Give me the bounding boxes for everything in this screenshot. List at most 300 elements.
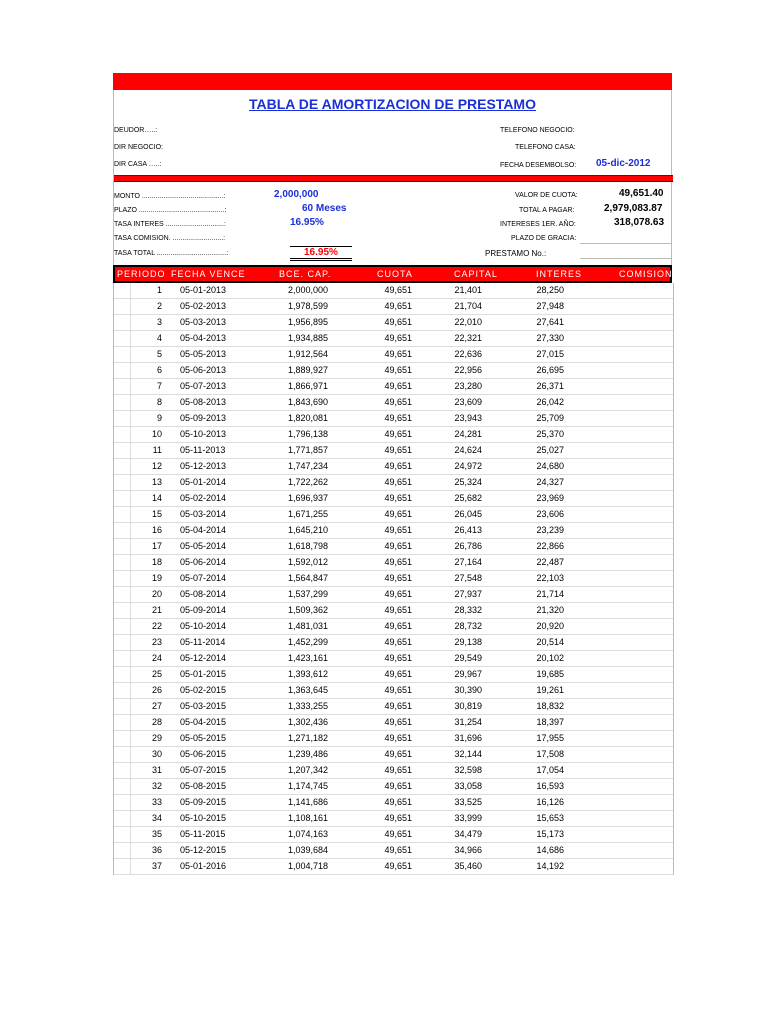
- col-capital: CAPITAL: [454, 269, 498, 279]
- table-cell: 05-12-2013: [180, 461, 227, 471]
- table-cell: 05-10-2014: [180, 621, 227, 631]
- table-cell: 15,173: [536, 829, 564, 839]
- table-cell: 30,819: [454, 701, 482, 711]
- table-cell: 27,948: [536, 301, 564, 311]
- table-cell: 21,401: [454, 285, 482, 295]
- table-cell: 1,509,362: [287, 605, 328, 615]
- col-comision: COMISION: [619, 269, 673, 279]
- table-cell: 4: [156, 333, 162, 343]
- table-cell: 49,651: [384, 637, 412, 647]
- table-cell: 05-09-2013: [180, 413, 227, 423]
- table-cell: 1,771,857: [287, 445, 328, 455]
- table-row: [114, 603, 673, 619]
- table-cell: 1,302,436: [287, 717, 328, 727]
- tasa-interes-value: 16.95%: [290, 217, 324, 228]
- table-cell: 1,645,210: [287, 525, 328, 535]
- table-cell: 16,126: [536, 797, 564, 807]
- table-cell: 20: [151, 589, 162, 599]
- table-cell: 49,651: [384, 525, 412, 535]
- table-cell: 1: [156, 285, 162, 295]
- table-cell: 24,624: [454, 445, 482, 455]
- tasa-interes-label: TASA INTERES ..............................:: [114, 221, 226, 228]
- table-cell: 26: [151, 685, 162, 695]
- table-cell: 24,327: [536, 477, 564, 487]
- col-bce-cap: BCE. CAP.: [279, 269, 332, 279]
- table-row: [114, 619, 673, 635]
- table-cell: 27: [151, 701, 162, 711]
- table-cell: 05-11-2013: [180, 445, 226, 455]
- table-cell: 37: [151, 861, 162, 871]
- table-cell: 49,651: [384, 589, 412, 599]
- table-row: [114, 699, 673, 715]
- table-cell: 49,651: [384, 781, 412, 791]
- table-cell: 1,564,847: [287, 573, 328, 583]
- intereses-value: 318,078.63: [614, 217, 665, 228]
- table-cell: 2,000,000: [287, 285, 328, 295]
- plazo-label: PLAZO ............................................:: [114, 207, 227, 214]
- table-row: [114, 667, 673, 683]
- table-cell: 05-01-2014: [180, 477, 227, 487]
- table-cell: 1,271,182: [287, 733, 328, 743]
- table-row: [114, 299, 673, 315]
- table-cell: 1,820,081: [287, 413, 328, 423]
- table-cell: 05-05-2015: [180, 733, 227, 743]
- table-cell: 05-03-2015: [180, 701, 227, 711]
- table-cell: 49,651: [384, 797, 412, 807]
- table-cell: 16,593: [536, 781, 564, 791]
- table-row: [114, 283, 673, 299]
- table-cell: 1,481,031: [287, 621, 328, 631]
- table-cell: 1,207,342: [287, 765, 328, 775]
- table-cell: 17,955: [536, 733, 564, 743]
- table-cell: 26,371: [536, 381, 564, 391]
- table-cell: 49,651: [384, 429, 412, 439]
- table-cell: 6: [156, 365, 162, 375]
- table-cell: 05-12-2014: [180, 653, 227, 663]
- table-cell: 05-08-2015: [180, 781, 227, 791]
- intereses-label: INTERESES 1ER. AÑO:: [500, 221, 576, 228]
- table-cell: 1,696,937: [287, 493, 328, 503]
- table-cell: 20,102: [536, 653, 564, 663]
- table-cell: 22,103: [536, 573, 564, 583]
- table-cell: 27,548: [454, 573, 482, 583]
- amortization-table: [113, 283, 674, 875]
- table-cell: 29,549: [454, 653, 482, 663]
- table-cell: 21: [151, 605, 162, 615]
- dir-casa-label: DIR CASA …..:: [114, 161, 162, 168]
- table-cell: 10: [151, 429, 162, 439]
- table-cell: 23,609: [454, 397, 482, 407]
- table-cell: 25,682: [454, 493, 482, 503]
- table-cell: 29,967: [454, 669, 482, 679]
- table-cell: 35,460: [454, 861, 482, 871]
- tasa-total-row: [113, 245, 672, 265]
- table-cell: 1,452,299: [287, 637, 328, 647]
- table-cell: 05-12-2015: [180, 845, 227, 855]
- info-section: [113, 118, 672, 245]
- table-cell: 1,843,690: [287, 397, 328, 407]
- table-cell: 34: [151, 813, 162, 823]
- table-cell: 24,972: [454, 461, 482, 471]
- table-cell: 49,651: [384, 445, 412, 455]
- table-cell: 1,889,927: [287, 365, 328, 375]
- table-row: [114, 683, 673, 699]
- plazo-value: 60 Meses: [302, 203, 347, 214]
- table-cell: 05-06-2015: [180, 749, 227, 759]
- table-cell: 05-11-2015: [180, 829, 226, 839]
- table-cell: 05-10-2013: [180, 429, 227, 439]
- table-cell: 25,324: [454, 477, 482, 487]
- table-cell: 24,281: [454, 429, 482, 439]
- table-cell: 49,651: [384, 861, 412, 871]
- table-cell: 49,651: [384, 301, 412, 311]
- table-cell: 26,413: [454, 525, 482, 535]
- table-cell: 27,164: [454, 557, 482, 567]
- table-row: [114, 475, 673, 491]
- table-cell: 26,786: [454, 541, 482, 551]
- table-cell: 27,330: [536, 333, 564, 343]
- table-cell: 33,525: [454, 797, 482, 807]
- table-row: [114, 315, 673, 331]
- table-cell: 1,671,255: [287, 509, 328, 519]
- table-row: [114, 427, 673, 443]
- total-pagar-label: TOTAL A PAGAR:: [519, 207, 575, 214]
- table-row: [114, 539, 673, 555]
- plazo-gracia-label: PLAZO DE GRACIA:: [511, 235, 577, 242]
- table-cell: 49,651: [384, 557, 412, 567]
- fecha-desembolso-value: 05-dic-2012: [596, 158, 651, 169]
- table-cell: 49,651: [384, 733, 412, 743]
- table-cell: 5: [156, 349, 162, 359]
- table-cell: 49,651: [384, 413, 412, 423]
- table-cell: 26,042: [536, 397, 564, 407]
- table-cell: 19,685: [536, 669, 564, 679]
- table-cell: 23,239: [536, 525, 564, 535]
- table-cell: 1,978,599: [287, 301, 328, 311]
- table-cell: 23,969: [536, 493, 564, 503]
- prestamo-field: [580, 246, 672, 259]
- table-row: [114, 443, 673, 459]
- table-row: [114, 507, 673, 523]
- table-cell: 1,039,684: [287, 845, 328, 855]
- deudor-label: DEUDOR…..:: [114, 127, 158, 134]
- table-cell: 22: [151, 621, 162, 631]
- table-cell: 27,937: [454, 589, 482, 599]
- table-cell: 49,651: [384, 493, 412, 503]
- table-cell: 05-05-2014: [180, 541, 227, 551]
- table-cell: 22,636: [454, 349, 482, 359]
- table-cell: 1,747,234: [287, 461, 328, 471]
- table-row: [114, 859, 673, 875]
- table-cell: 24: [151, 653, 162, 663]
- table-header: [113, 265, 672, 283]
- table-cell: 49,651: [384, 381, 412, 391]
- table-cell: 49,651: [384, 749, 412, 759]
- table-cell: 1,423,161: [287, 653, 328, 663]
- monto-label: MONTO ..........................................:: [114, 193, 226, 200]
- table-cell: 8: [156, 397, 162, 407]
- table-cell: 49,651: [384, 669, 412, 679]
- table-cell: 1,174,745: [287, 781, 328, 791]
- table-cell: 05-06-2014: [180, 557, 227, 567]
- table-cell: 1,239,486: [287, 749, 328, 759]
- table-cell: 33,058: [454, 781, 482, 791]
- table-cell: 1,141,686: [287, 797, 328, 807]
- table-cell: 49,651: [384, 829, 412, 839]
- table-cell: 49,651: [384, 573, 412, 583]
- table-cell: 05-05-2013: [180, 349, 227, 359]
- table-row: [114, 379, 673, 395]
- table-cell: 13: [151, 477, 162, 487]
- table-cell: 28,732: [454, 621, 482, 631]
- table-cell: 3: [156, 317, 162, 327]
- table-cell: 30,390: [454, 685, 482, 695]
- table-cell: 05-01-2013: [180, 285, 227, 295]
- table-cell: 05-02-2015: [180, 685, 227, 695]
- telefono-casa-label: TELEFONO CASA:: [515, 144, 576, 151]
- table-cell: 49,651: [384, 717, 412, 727]
- table-cell: 34,479: [454, 829, 482, 839]
- table-cell: 22,866: [536, 541, 564, 551]
- table-cell: 16: [151, 525, 162, 535]
- table-cell: 49,651: [384, 509, 412, 519]
- table-row: [114, 587, 673, 603]
- fecha-desembolso-label: FECHA DESEMBOLSO:: [500, 162, 577, 169]
- col-cuota: CUOTA: [377, 269, 413, 279]
- table-row: [114, 635, 673, 651]
- table-cell: 27,641: [536, 317, 564, 327]
- table-row: [114, 571, 673, 587]
- table-cell: 49,651: [384, 621, 412, 631]
- tasa-comision-label: TASA COMISION. ..........................:: [114, 235, 226, 242]
- dir-negocio-label: DIR NEGOCIO:: [114, 144, 164, 151]
- table-cell: 1,866,971: [287, 381, 328, 391]
- table-row: [114, 395, 673, 411]
- tasa-total-label: TASA TOTAL ....................................:: [114, 250, 229, 257]
- table-cell: 22,487: [536, 557, 564, 567]
- table-cell: 49,651: [384, 701, 412, 711]
- table-cell: 1,912,564: [287, 349, 328, 359]
- table-cell: 28: [151, 717, 162, 727]
- table-row: [114, 651, 673, 667]
- table-cell: 49,651: [384, 349, 412, 359]
- loan-sheet: [113, 73, 672, 265]
- table-cell: 23: [151, 637, 162, 647]
- col-interes: INTERES: [536, 269, 583, 279]
- table-cell: 49,651: [384, 333, 412, 343]
- table-cell: 1,592,012: [287, 557, 328, 567]
- table-cell: 19: [151, 573, 162, 583]
- table-cell: 14,686: [536, 845, 564, 855]
- table-row: [114, 411, 673, 427]
- table-cell: 30: [151, 749, 162, 759]
- table-cell: 05-08-2013: [180, 397, 227, 407]
- table-row: [114, 331, 673, 347]
- table-cell: 49,651: [384, 605, 412, 615]
- table-cell: 49,651: [384, 685, 412, 695]
- table-cell: 49,651: [384, 317, 412, 327]
- valor-cuota-value: 49,651.40: [619, 188, 664, 199]
- table-cell: 21,704: [454, 301, 482, 311]
- table-cell: 18,832: [536, 701, 564, 711]
- table-cell: 05-11-2014: [180, 637, 226, 647]
- table-cell: 49,651: [384, 397, 412, 407]
- table-cell: 05-03-2014: [180, 509, 227, 519]
- table-cell: 34,966: [454, 845, 482, 855]
- table-row: [114, 715, 673, 731]
- table-row: [114, 795, 673, 811]
- table-cell: 25,370: [536, 429, 564, 439]
- table-row: [114, 811, 673, 827]
- table-cell: 1,333,255: [287, 701, 328, 711]
- table-cell: 05-07-2014: [180, 573, 227, 583]
- table-cell: 26,045: [454, 509, 482, 519]
- table-cell: 49,651: [384, 461, 412, 471]
- table-cell: 7: [156, 381, 162, 391]
- table-cell: 49,651: [384, 477, 412, 487]
- monto-value: 2,000,000: [274, 189, 319, 200]
- table-cell: 1,722,262: [287, 477, 328, 487]
- table-row: [114, 523, 673, 539]
- table-cell: 05-10-2015: [180, 813, 227, 823]
- table-cell: 49,651: [384, 845, 412, 855]
- table-cell: 15,653: [536, 813, 564, 823]
- table-row: [114, 459, 673, 475]
- table-cell: 22,321: [454, 333, 482, 343]
- table-row: [114, 491, 673, 507]
- table-cell: 25,709: [536, 413, 564, 423]
- table-cell: 31: [151, 765, 162, 775]
- table-cell: 14,192: [536, 861, 564, 871]
- table-cell: 32,598: [454, 765, 482, 775]
- table-cell: 36: [151, 845, 162, 855]
- table-row: [114, 363, 673, 379]
- table-cell: 05-01-2015: [180, 669, 227, 679]
- table-cell: 49,651: [384, 653, 412, 663]
- table-cell: 49,651: [384, 541, 412, 551]
- table-cell: 1,004,718: [287, 861, 328, 871]
- table-cell: 1,537,299: [287, 589, 328, 599]
- tasa-total-value: 16.95%: [290, 246, 352, 261]
- table-cell: 1,108,161: [287, 813, 328, 823]
- table-row: [114, 347, 673, 363]
- table-cell: 05-07-2013: [180, 381, 227, 391]
- table-cell: 23,943: [454, 413, 482, 423]
- table-cell: 26,695: [536, 365, 564, 375]
- plazo-gracia-field: [580, 231, 672, 244]
- table-cell: 21,320: [536, 605, 564, 615]
- prestamo-label: PRESTAMO No.:: [485, 249, 547, 258]
- table-cell: 49,651: [384, 813, 412, 823]
- telefono-negocio-label: TELEFONO NEGOCIO:: [500, 127, 575, 134]
- table-cell: 1,796,138: [287, 429, 328, 439]
- table-row: [114, 731, 673, 747]
- valor-cuota-label: VALOR DE CUOTA:: [515, 192, 578, 199]
- table-cell: 23,606: [536, 509, 564, 519]
- table-cell: 29: [151, 733, 162, 743]
- table-cell: 18: [151, 557, 162, 567]
- table-cell: 05-09-2015: [180, 797, 227, 807]
- table-cell: 20,920: [536, 621, 564, 631]
- table-cell: 05-02-2013: [180, 301, 227, 311]
- table-cell: 49,651: [384, 365, 412, 375]
- table-cell: 32,144: [454, 749, 482, 759]
- col-fecha-vence: FECHA VENCE: [171, 269, 246, 279]
- table-cell: 14: [151, 493, 162, 503]
- table-row: [114, 763, 673, 779]
- table-cell: 49,651: [384, 765, 412, 775]
- table-cell: 05-08-2014: [180, 589, 227, 599]
- table-cell: 18,397: [536, 717, 564, 727]
- table-cell: 49,651: [384, 285, 412, 295]
- table-row: [114, 747, 673, 763]
- table-cell: 9: [156, 413, 162, 423]
- table-cell: 05-04-2013: [180, 333, 227, 343]
- table-cell: 1,074,163: [287, 829, 328, 839]
- table-cell: 23,280: [454, 381, 482, 391]
- table-cell: 1,618,798: [287, 541, 328, 551]
- table-cell: 28,250: [536, 285, 564, 295]
- col-periodo: PERIODO: [117, 269, 166, 279]
- table-cell: 05-01-2016: [180, 861, 227, 871]
- table-cell: 17,054: [536, 765, 564, 775]
- table-cell: 29,138: [454, 637, 482, 647]
- table-cell: 33: [151, 797, 162, 807]
- table-cell: 24,680: [536, 461, 564, 471]
- table-cell: 05-07-2015: [180, 765, 227, 775]
- table-cell: 22,956: [454, 365, 482, 375]
- table-cell: 27,015: [536, 349, 564, 359]
- table-cell: 12: [151, 461, 162, 471]
- table-cell: 05-03-2013: [180, 317, 227, 327]
- table-cell: 20,514: [536, 637, 564, 647]
- table-cell: 15: [151, 509, 162, 519]
- table-cell: 17: [151, 541, 162, 551]
- table-cell: 05-04-2014: [180, 525, 227, 535]
- table-cell: 32: [151, 781, 162, 791]
- table-cell: 05-02-2014: [180, 493, 227, 503]
- table-cell: 25: [151, 669, 162, 679]
- divider-red-bar: [114, 175, 673, 182]
- table-cell: 1,934,885: [287, 333, 328, 343]
- table-cell: 19,261: [536, 685, 564, 695]
- table-cell: 17,508: [536, 749, 564, 759]
- table-row: [114, 827, 673, 843]
- table-row: [114, 843, 673, 859]
- table-row: [114, 555, 673, 571]
- table-cell: 2: [156, 301, 162, 311]
- table-cell: 21,714: [536, 589, 564, 599]
- table-cell: 31,254: [454, 717, 482, 727]
- table-cell: 1,393,612: [287, 669, 328, 679]
- table-cell: 05-09-2014: [180, 605, 227, 615]
- table-cell: 28,332: [454, 605, 482, 615]
- table-cell: 11: [152, 445, 162, 455]
- table-cell: 25,027: [536, 445, 564, 455]
- top-red-bar: [113, 73, 672, 90]
- table-cell: 33,999: [454, 813, 482, 823]
- total-pagar-value: 2,979,083.87: [604, 203, 663, 214]
- table-cell: 31,696: [454, 733, 482, 743]
- table-cell: 35: [151, 829, 162, 839]
- table-cell: 22,010: [454, 317, 482, 327]
- table-cell: 1,363,645: [287, 685, 328, 695]
- table-row: [114, 779, 673, 795]
- page-title: TABLA DE AMORTIZACION DE PRESTAMO: [113, 90, 672, 118]
- table-cell: 05-04-2015: [180, 717, 227, 727]
- table-cell: 1,956,895: [287, 317, 328, 327]
- table-cell: 05-06-2013: [180, 365, 227, 375]
